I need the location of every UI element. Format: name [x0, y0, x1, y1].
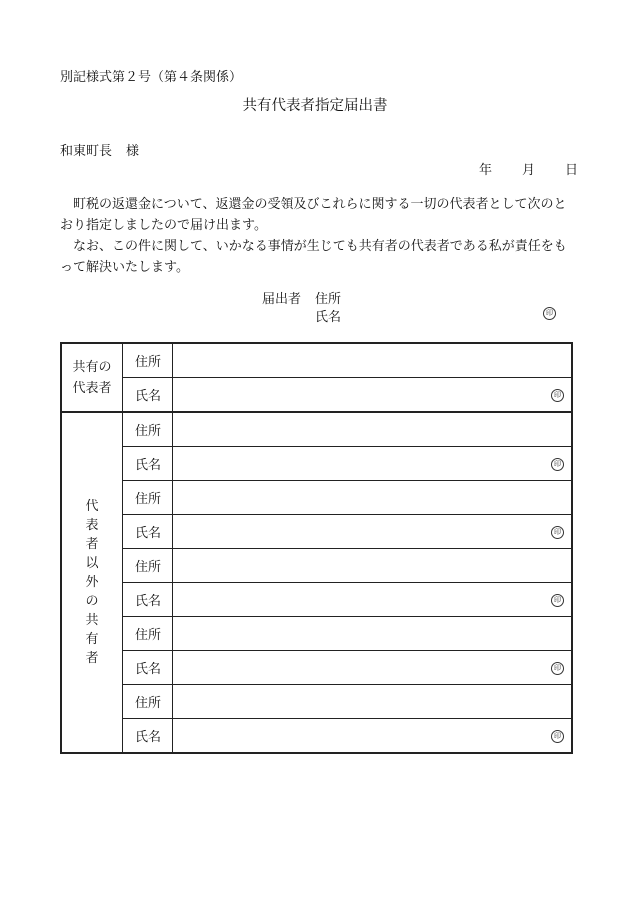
- table-row: [61, 515, 572, 549]
- co-owner-3-address-field[interactable]: [173, 549, 573, 583]
- name-label: 氏名: [123, 378, 173, 413]
- co-owner-1-address-field[interactable]: [173, 412, 573, 447]
- seal-icon: 印: [551, 526, 564, 539]
- address-label: 住所: [123, 412, 173, 447]
- seal-icon: 印: [551, 594, 564, 607]
- addressee: [60, 140, 139, 159]
- reporter-label: 届出者: [262, 292, 302, 307]
- name-label: 氏名: [123, 583, 173, 617]
- date-year-label: 年: [479, 163, 493, 178]
- reporter-seal-icon: 印: [543, 307, 556, 320]
- address-label: 住所: [123, 617, 173, 651]
- date-day-label: 日: [565, 163, 579, 178]
- seal-icon: 印: [551, 389, 564, 402]
- table-row: [61, 685, 572, 719]
- reporter-address-label: 住所: [315, 292, 342, 307]
- name-label: 氏名: [123, 515, 173, 549]
- table-row: [61, 719, 572, 754]
- co-owner-2-name-field[interactable]: [173, 515, 573, 549]
- seal-icon: 印: [551, 458, 564, 471]
- other-owners-group-label: [61, 412, 123, 753]
- table-row: [61, 378, 572, 413]
- address-label: 住所: [123, 685, 173, 719]
- address-label: 住所: [123, 343, 173, 378]
- co-owner-5-address-field[interactable]: [173, 685, 573, 719]
- table-row: [61, 481, 572, 515]
- co-owner-3-name-field[interactable]: [173, 583, 573, 617]
- representative-address-field[interactable]: [173, 343, 573, 378]
- name-label: 氏名: [123, 447, 173, 481]
- co-owner-2-address-field[interactable]: [173, 481, 573, 515]
- table-row: [61, 447, 572, 481]
- date-month-label: 月: [522, 163, 536, 178]
- name-label: 氏名: [123, 719, 173, 754]
- name-label: 氏名: [123, 651, 173, 685]
- co-owner-4-address-field[interactable]: [173, 617, 573, 651]
- co-owner-1-name-field[interactable]: [173, 447, 573, 481]
- other-owners-title: 代表者以外の共有者: [85, 499, 99, 666]
- representative-title: 共有の 代表者: [72, 359, 112, 396]
- seal-icon: 印: [551, 662, 564, 675]
- representative-group-label: [61, 343, 123, 412]
- form-number: 別記様式第２号（第４条関係）: [60, 70, 243, 85]
- addressee-name: 和東町長: [60, 144, 113, 159]
- date-line: [479, 159, 578, 178]
- body-paragraph-1: 町税の返還金について、返還金の受領及びこれらに関する一切の代表者として次のとおり指定しましたので届け出ます。: [60, 197, 567, 233]
- table-row: [61, 651, 572, 685]
- addressee-honorific: 様: [126, 144, 140, 159]
- body-paragraph-2: なお、この件に関して、いかなる事情が生じても共有者の代表者である私が責任をもって解決いたします。: [60, 239, 567, 275]
- table-row: [61, 343, 572, 378]
- address-label: 住所: [123, 549, 173, 583]
- table-row: [61, 617, 572, 651]
- co-owner-5-name-field[interactable]: [173, 719, 573, 754]
- seal-icon: 印: [551, 730, 564, 743]
- table-row: [61, 583, 572, 617]
- reporter-name-label: 氏名: [315, 310, 342, 325]
- address-label: 住所: [123, 481, 173, 515]
- owners-table: [60, 342, 573, 754]
- representative-name-field[interactable]: [173, 378, 573, 413]
- document-title: 共有代表者指定届出書: [242, 98, 388, 114]
- table-row: [61, 549, 572, 583]
- table-row: [61, 412, 572, 447]
- co-owner-4-name-field[interactable]: [173, 651, 573, 685]
